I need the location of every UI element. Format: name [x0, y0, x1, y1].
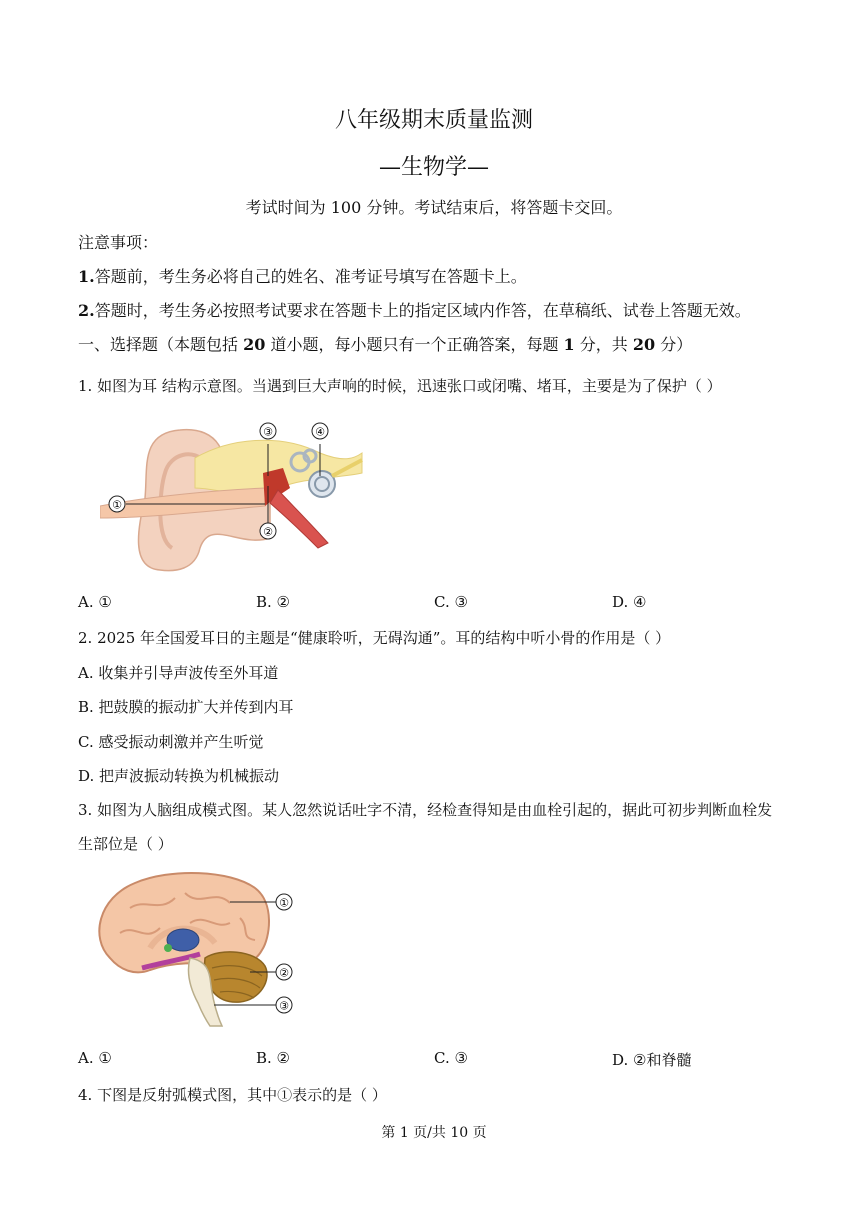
q2-option-c: C. 感受振动刺激并产生听觉: [78, 733, 264, 751]
ear-diagram: [100, 418, 370, 578]
page-number: 第 1 页/共 10 页: [381, 1125, 487, 1141]
q1-option-c: C. ③: [434, 593, 468, 611]
q1-option-d: D. ④: [612, 593, 647, 611]
brain-label-1: ①: [279, 896, 289, 910]
q1-option-b: B. ②: [256, 593, 291, 611]
question-3-stem-line-2: 生部位是（ ）: [78, 835, 173, 853]
q3-option-b: B. ②: [256, 1049, 291, 1067]
ear-label-1: ①: [112, 498, 122, 512]
q2-option-d: D. 把声波振动转换为机械振动: [78, 767, 280, 785]
ear-label-2: ②: [263, 525, 273, 539]
page-title: 八年级期末质量监测: [334, 108, 533, 133]
brain-label-3: ③: [279, 999, 289, 1013]
q2-option-b: B. 把鼓膜的振动扩大并传到内耳: [78, 698, 294, 716]
ear-label-4: ④: [315, 425, 325, 439]
q3-option-a: A. ①: [78, 1049, 112, 1067]
question-2-stem: 2. 2025 年全国爱耳日的主题是“健康聆听，无碍沟通”。耳的结构中听小骨的作用是（ ）: [78, 629, 671, 647]
brain-diagram: [90, 868, 305, 1028]
subject-title: —生物学—: [378, 155, 489, 180]
notes-heading: 注意事项：: [78, 233, 159, 252]
q1-option-a: A. ①: [78, 593, 112, 611]
question-3-stem-line-1: 3. 如图为人脑组成模式图。某人忽然说话吐字不清，经检查得知是由血栓引起的，据此可初步判断血栓发: [78, 801, 773, 819]
ear-label-3: ③: [263, 425, 273, 439]
note-item-2: 2.答题时，考生务必按照考试要求在答题卡上的指定区域内作答，在草稿纸、试卷上答题无效。: [78, 301, 751, 320]
section-heading: 一、选择题（本题包括 20 道小题，每小题只有一个正确答案，每题 1 分，共 20 分）: [78, 335, 693, 354]
note-item-1: 1.答题前，考生务必将自己的姓名、准考证号填写在答题卡上。: [78, 267, 527, 286]
exam-info: 考试时间为 100 分钟。考试结束后，将答题卡交回。: [245, 198, 623, 217]
question-1-stem: 1. 如图为耳 结构示意图。当遇到巨大声响的时候，迅速张口或闭嘴、堵耳，主要是为了保护（ ）: [78, 377, 722, 395]
q3-option-d: D. ②和脊髓: [612, 1051, 692, 1069]
brain-label-2: ②: [279, 966, 289, 980]
question-4-stem: 4. 下图是反射弧模式图，其中①表示的是（ ）: [78, 1086, 387, 1104]
q2-option-a: A. 收集并引导声波传至外耳道: [78, 664, 279, 682]
q3-option-c: C. ③: [434, 1049, 468, 1067]
